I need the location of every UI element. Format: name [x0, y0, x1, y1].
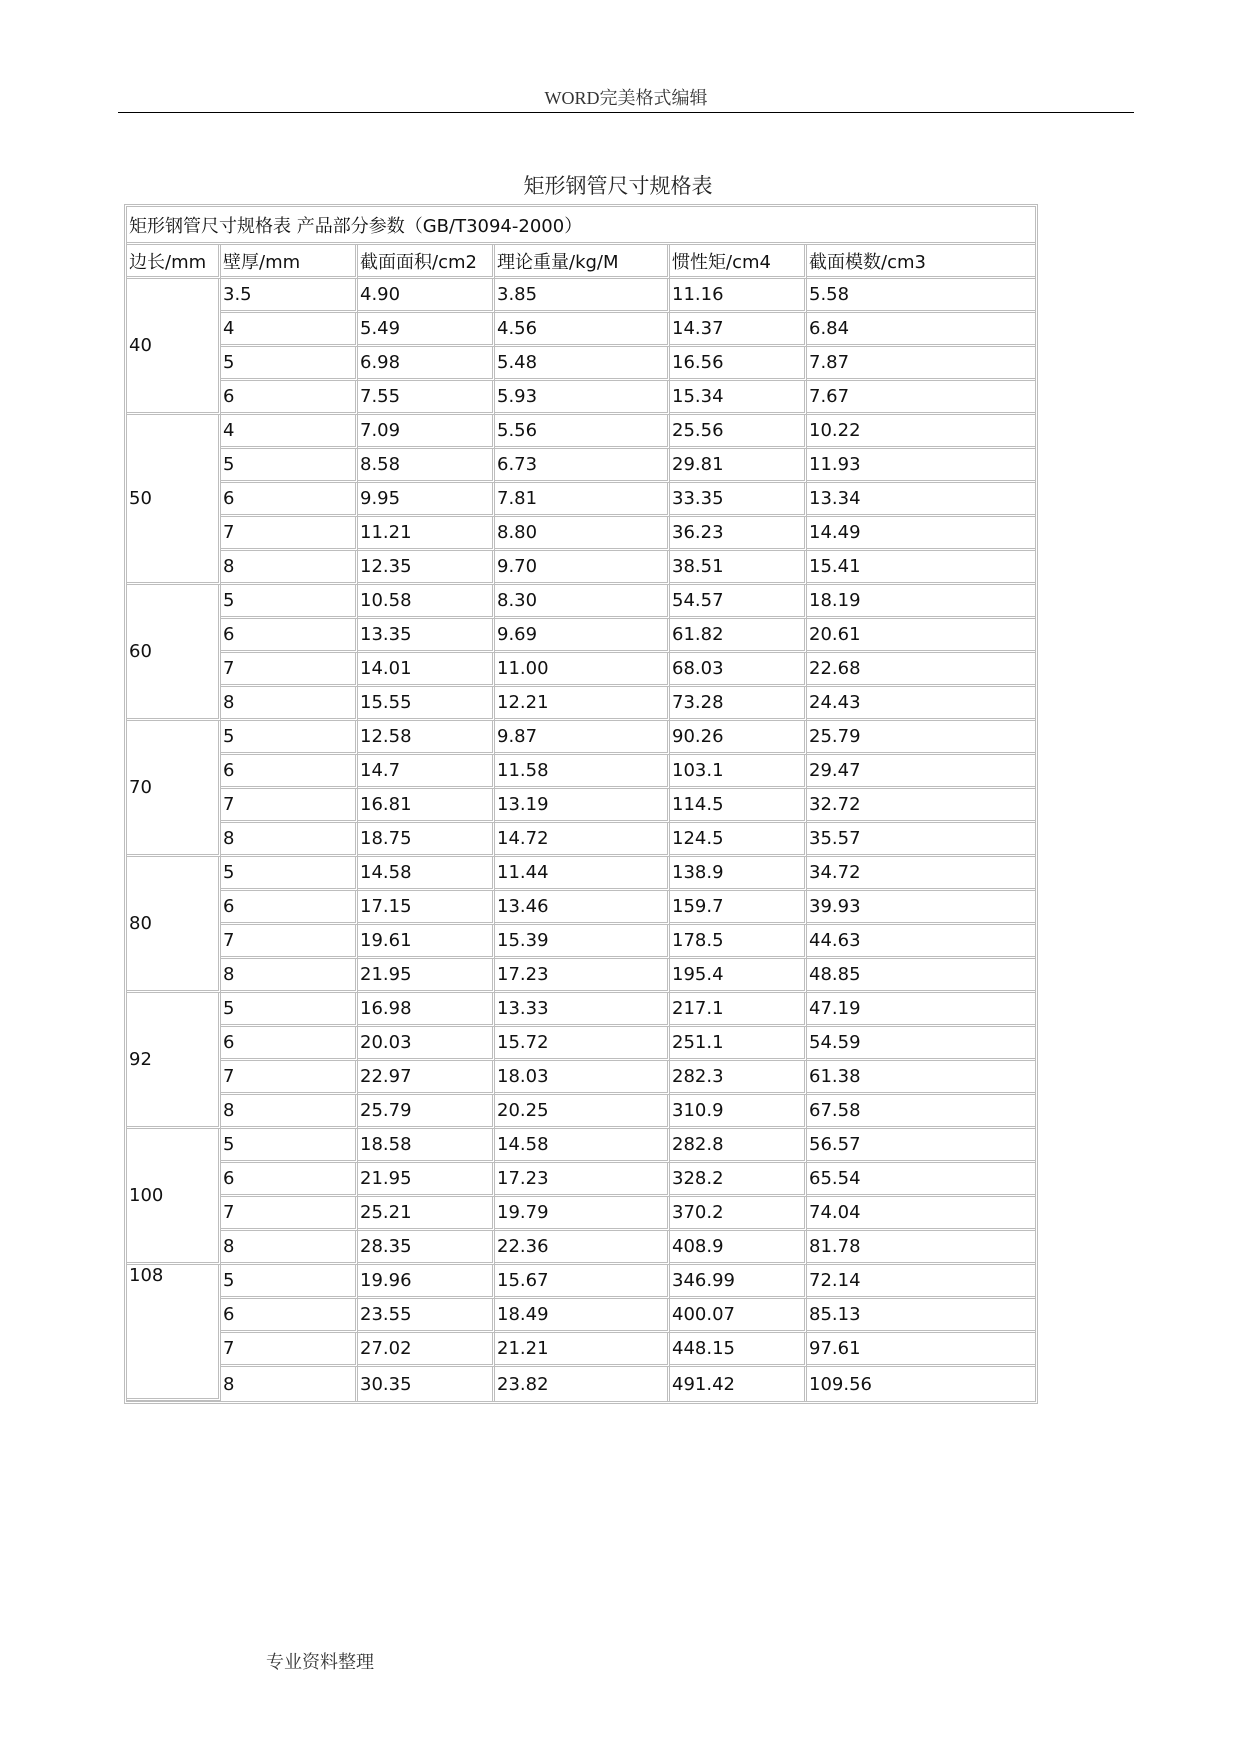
table-cell: 30.35 — [358, 1367, 495, 1401]
table-cell: 7.09 — [358, 415, 495, 449]
table-cell: 54.57 — [670, 585, 807, 619]
table-row — [127, 279, 1035, 313]
table-cell: 16.98 — [358, 993, 495, 1027]
table-cell: 25.79 — [358, 1095, 495, 1129]
table-cell: 346.99 — [670, 1265, 807, 1299]
table-cell: 5.93 — [495, 381, 670, 415]
table-cell: 7 — [221, 1333, 358, 1367]
table-row — [127, 551, 1035, 585]
table-cell: 8 — [221, 551, 358, 585]
table-cell: 74.04 — [807, 1197, 1035, 1231]
table-cell: 21.95 — [358, 959, 495, 993]
table-cell: 17.23 — [495, 959, 670, 993]
side-length-cell: 60 — [127, 585, 221, 721]
table-cell: 7.87 — [807, 347, 1035, 381]
table-row — [127, 1197, 1035, 1231]
table-cell: 15.39 — [495, 925, 670, 959]
table-cell: 5 — [221, 585, 358, 619]
table-cell: 370.2 — [670, 1197, 807, 1231]
table-cell: 17.15 — [358, 891, 495, 925]
table-cell: 14.01 — [358, 653, 495, 687]
table-cell: 12.35 — [358, 551, 495, 585]
table-cell: 13.34 — [807, 483, 1035, 517]
table-cell: 7.67 — [807, 381, 1035, 415]
table-row — [127, 687, 1035, 721]
table-row — [127, 449, 1035, 483]
table-cell: 328.2 — [670, 1163, 807, 1197]
table-cell: 21.95 — [358, 1163, 495, 1197]
table-cell: 448.15 — [670, 1333, 807, 1367]
table-row — [127, 585, 1035, 619]
table-cell: 13.33 — [495, 993, 670, 1027]
table-cell: 97.61 — [807, 1333, 1035, 1367]
table-cell: 14.72 — [495, 823, 670, 857]
table-row — [127, 1095, 1035, 1129]
table-row — [127, 347, 1035, 381]
table-cell: 22.36 — [495, 1231, 670, 1265]
page-footer: 专业资料整理 — [266, 1652, 374, 1673]
table-cell: 21.21 — [495, 1333, 670, 1367]
table-row — [127, 1027, 1035, 1061]
table-cell: 18.75 — [358, 823, 495, 857]
table-cell: 8.80 — [495, 517, 670, 551]
column-header: 理论重量/kg/M — [495, 245, 670, 279]
table-cell: 28.35 — [358, 1231, 495, 1265]
table-cell: 56.57 — [807, 1129, 1035, 1163]
side-length-cell: 50 — [127, 415, 221, 585]
table-cell: 14.58 — [358, 857, 495, 891]
table-cell: 20.61 — [807, 619, 1035, 653]
table-cell: 12.21 — [495, 687, 670, 721]
table-cell: 5.49 — [358, 313, 495, 347]
table-cell: 8.58 — [358, 449, 495, 483]
table-cell: 15.55 — [358, 687, 495, 721]
table-cell: 4 — [221, 415, 358, 449]
table-cell: 18.58 — [358, 1129, 495, 1163]
column-header: 截面面积/cm2 — [358, 245, 495, 279]
table-cell: 39.93 — [807, 891, 1035, 925]
table-cell: 6 — [221, 891, 358, 925]
table-cell: 103.1 — [670, 755, 807, 789]
table-cell: 14.58 — [495, 1129, 670, 1163]
table-cell: 195.4 — [670, 959, 807, 993]
table-cell: 11.58 — [495, 755, 670, 789]
table-row — [127, 823, 1035, 857]
table-cell: 65.54 — [807, 1163, 1035, 1197]
table-cell: 15.41 — [807, 551, 1035, 585]
column-header: 截面模数/cm3 — [807, 245, 1035, 279]
table-cell: 10.22 — [807, 415, 1035, 449]
table-cell: 217.1 — [670, 993, 807, 1027]
spec-table — [127, 207, 1035, 1401]
table-cell: 5 — [221, 993, 358, 1027]
table-cell: 14.37 — [670, 313, 807, 347]
table-cell: 19.96 — [358, 1265, 495, 1299]
side-length-cell: 108 — [127, 1265, 221, 1401]
table-cell: 7 — [221, 1197, 358, 1231]
table-cell: 8 — [221, 1367, 358, 1401]
table-cell: 6 — [221, 619, 358, 653]
table-cell: 25.21 — [358, 1197, 495, 1231]
side-length-cell: 92 — [127, 993, 221, 1129]
table-cell: 7 — [221, 653, 358, 687]
table-cell: 23.55 — [358, 1299, 495, 1333]
table-cell: 6 — [221, 1163, 358, 1197]
table-row — [127, 993, 1035, 1027]
column-header: 边长/mm — [127, 245, 221, 279]
table-cell: 16.56 — [670, 347, 807, 381]
table-cell: 36.23 — [670, 517, 807, 551]
table-cell: 27.02 — [358, 1333, 495, 1367]
column-header: 惯性矩/cm4 — [670, 245, 807, 279]
table-row — [127, 857, 1035, 891]
table-cell: 18.19 — [807, 585, 1035, 619]
table-cell: 11.21 — [358, 517, 495, 551]
table-cell: 5 — [221, 721, 358, 755]
table-cell: 491.42 — [670, 1367, 807, 1401]
table-cell: 11.44 — [495, 857, 670, 891]
table-cell: 6 — [221, 1027, 358, 1061]
table-row — [127, 381, 1035, 415]
table-cell: 81.78 — [807, 1231, 1035, 1265]
table-cell: 8 — [221, 959, 358, 993]
table-cell: 7 — [221, 925, 358, 959]
table-cell: 47.19 — [807, 993, 1035, 1027]
table-cell: 14.7 — [358, 755, 495, 789]
table-cell: 11.16 — [670, 279, 807, 313]
table-cell: 38.51 — [670, 551, 807, 585]
table-row — [127, 1061, 1035, 1095]
table-cell: 18.03 — [495, 1061, 670, 1095]
table-cell: 6.98 — [358, 347, 495, 381]
table-row — [127, 1231, 1035, 1265]
table-cell: 124.5 — [670, 823, 807, 857]
table-cell: 8.30 — [495, 585, 670, 619]
table-cell: 19.61 — [358, 925, 495, 959]
table-cell: 16.81 — [358, 789, 495, 823]
table-cell: 5.58 — [807, 279, 1035, 313]
side-length-cell: 70 — [127, 721, 221, 857]
table-cell: 7.81 — [495, 483, 670, 517]
table-row — [127, 415, 1035, 449]
table-row — [127, 1333, 1035, 1367]
table-cell: 109.56 — [809, 1373, 872, 1395]
table-caption: 矩形钢管尺寸规格表 产品部分参数（GB/T3094-2000） — [127, 207, 1035, 245]
table-cell: 20.03 — [358, 1027, 495, 1061]
table-cell: 67.58 — [807, 1095, 1035, 1129]
table-cell: 282.8 — [670, 1129, 807, 1163]
table-row — [127, 1299, 1035, 1333]
table-cell: 408.9 — [670, 1231, 807, 1265]
table-cell: 5.56 — [495, 415, 670, 449]
table-cell: 15.34 — [670, 381, 807, 415]
document-title: 矩形钢管尺寸规格表 — [523, 174, 713, 198]
table-cell: 7 — [221, 789, 358, 823]
table-row — [127, 891, 1035, 925]
table-cell: 34.72 — [807, 857, 1035, 891]
table-cell: 11.00 — [495, 653, 670, 687]
table-cell: 48.85 — [807, 959, 1035, 993]
table-cell: 6.73 — [495, 449, 670, 483]
table-row — [127, 313, 1035, 347]
table-cell: 282.3 — [670, 1061, 807, 1095]
table-cell: 138.9 — [670, 857, 807, 891]
side-length-cell: 100 — [127, 1129, 221, 1265]
table-cell: 29.47 — [807, 755, 1035, 789]
table-cell: 25.79 — [807, 721, 1035, 755]
table-row — [127, 1129, 1035, 1163]
table-row — [127, 653, 1035, 687]
table-cell: 15.72 — [495, 1027, 670, 1061]
table-cell: 22.97 — [358, 1061, 495, 1095]
table-cell: 73.28 — [670, 687, 807, 721]
table-cell: 35.57 — [807, 823, 1035, 857]
header-rule — [118, 112, 1134, 113]
table-cell: 14.49 — [807, 517, 1035, 551]
table-cell: 7 — [221, 1061, 358, 1095]
table-row — [127, 721, 1035, 755]
table-cell: 12.58 — [358, 721, 495, 755]
table-cell: 24.43 — [807, 687, 1035, 721]
table-cell: 13.46 — [495, 891, 670, 925]
table-cell: 178.5 — [670, 925, 807, 959]
table-cell: 8 — [221, 687, 358, 721]
table-cell: 8 — [221, 823, 358, 857]
table-row — [127, 959, 1035, 993]
table-cell: 6.84 — [807, 313, 1035, 347]
table-cell: 5 — [221, 347, 358, 381]
table-cell: 114.5 — [670, 789, 807, 823]
table-cell: 6 — [221, 1299, 358, 1333]
table-cell: 13.19 — [495, 789, 670, 823]
table-cell: 20.25 — [495, 1095, 670, 1129]
table-row — [127, 789, 1035, 823]
table-row — [127, 755, 1035, 789]
table-cell: 19.79 — [495, 1197, 670, 1231]
table-cell: 5.48 — [495, 347, 670, 381]
table-cell: 3.5 — [221, 279, 358, 313]
table-row — [127, 619, 1035, 653]
table-cell: 54.59 — [807, 1027, 1035, 1061]
table-cell: 90.26 — [670, 721, 807, 755]
table-row — [127, 1265, 1035, 1299]
table-cell: 3.85 — [495, 279, 670, 313]
table-cell: 32.72 — [807, 789, 1035, 823]
table-cell: 6 — [221, 381, 358, 415]
table-cell: 5 — [221, 449, 358, 483]
table-cell: 23.82 — [495, 1367, 670, 1401]
table-cell: 5 — [221, 1265, 358, 1299]
table-cell: 400.07 — [670, 1299, 807, 1333]
table-cell: 18.49 — [495, 1299, 670, 1333]
table-cell: 159.7 — [670, 891, 807, 925]
table-row — [127, 925, 1035, 959]
table-cell: 5 — [221, 1129, 358, 1163]
table-cell: 68.03 — [670, 653, 807, 687]
table-header-row — [127, 245, 1035, 279]
table-cell: 11.93 — [807, 449, 1035, 483]
table-cell: 61.38 — [807, 1061, 1035, 1095]
table-row — [127, 1163, 1035, 1197]
table-cell: 8 — [221, 1231, 358, 1265]
table-cell: 4.90 — [358, 279, 495, 313]
table-cell: 9.95 — [358, 483, 495, 517]
page-header: WORD完美格式编辑 — [544, 88, 708, 108]
side-length-cell: 80 — [127, 857, 221, 993]
table-cell: 15.67 — [495, 1265, 670, 1299]
table-cell: 4.56 — [495, 313, 670, 347]
table-cell: 310.9 — [670, 1095, 807, 1129]
table-cell: 251.1 — [670, 1027, 807, 1061]
table-cell: 22.68 — [807, 653, 1035, 687]
table-cell: 13.35 — [358, 619, 495, 653]
table-cell: 9.70 — [495, 551, 670, 585]
table-cell: 29.81 — [670, 449, 807, 483]
spec-table-container — [124, 204, 1038, 1404]
table-cell: 5 — [221, 857, 358, 891]
table-cell: 25.56 — [670, 415, 807, 449]
table-cell: 7.55 — [358, 381, 495, 415]
table-row — [127, 1367, 1035, 1401]
table-cell: 6 — [221, 483, 358, 517]
table-cell: 6 — [221, 755, 358, 789]
table-cell: 17.23 — [495, 1163, 670, 1197]
table-cell: 8 — [221, 1095, 358, 1129]
table-cell: 7 — [221, 517, 358, 551]
table-cell: 9.87 — [495, 721, 670, 755]
table-cell: 85.13 — [807, 1299, 1035, 1333]
side-length-cell: 40 — [127, 279, 221, 415]
table-row — [127, 517, 1035, 551]
table-cell: 9.69 — [495, 619, 670, 653]
table-cell: 72.14 — [807, 1265, 1035, 1299]
table-cell: 10.58 — [358, 585, 495, 619]
table-row — [127, 483, 1035, 517]
table-cell: 61.82 — [670, 619, 807, 653]
table-cell: 4 — [221, 313, 358, 347]
table-cell: 44.63 — [807, 925, 1035, 959]
table-cell: 33.35 — [670, 483, 807, 517]
column-header: 壁厚/mm — [221, 245, 358, 279]
